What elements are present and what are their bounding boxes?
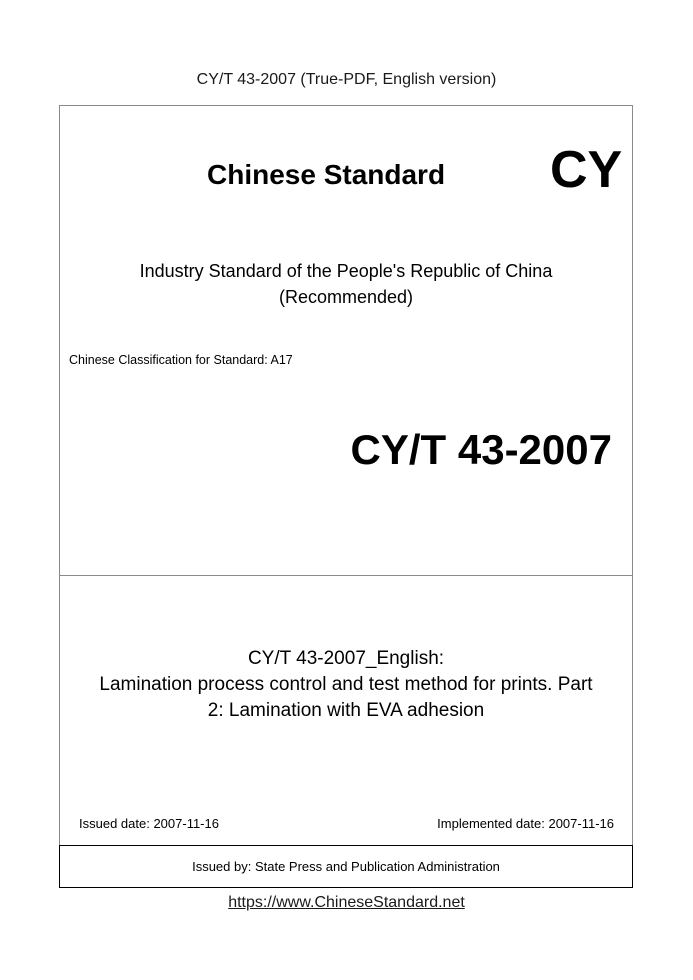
document-title-line-1: CY/T 43-2007_English: — [247, 648, 445, 669]
document-title-line-3: 2: Lamination with EVA adhesion — [207, 700, 485, 721]
document-title-line-2: Lamination process control and test method for prints. Part — [99, 674, 593, 695]
subtitle — [60, 258, 632, 310]
website-link[interactable]: https://www.ChineseStandard.net — [228, 894, 465, 911]
page-header: CY/T 43-2007 (True-PDF, English version) — [196, 71, 497, 88]
issued-by: Issued by: State Press and Publication Administration — [192, 859, 500, 874]
document-info-box — [59, 575, 633, 846]
cover-box — [59, 105, 633, 576]
subtitle-line-1: Industry Standard of the People's Republic of China — [139, 261, 553, 281]
issued-date: Issued date: 2007-11-16 — [79, 816, 219, 831]
classification: Chinese Classification for Standard: A17 — [69, 353, 293, 367]
document-number: CY/T 43-2007 — [350, 426, 612, 473]
implemented-date: Implemented date: 2007-11-16 — [437, 816, 614, 831]
footer-link-container — [0, 893, 693, 913]
document-title — [60, 646, 632, 724]
subtitle-line-2: (Recommended) — [278, 287, 414, 307]
issuer-box — [59, 845, 633, 888]
standard-title: Chinese Standard — [207, 159, 446, 190]
standard-code: CY — [550, 141, 623, 199]
